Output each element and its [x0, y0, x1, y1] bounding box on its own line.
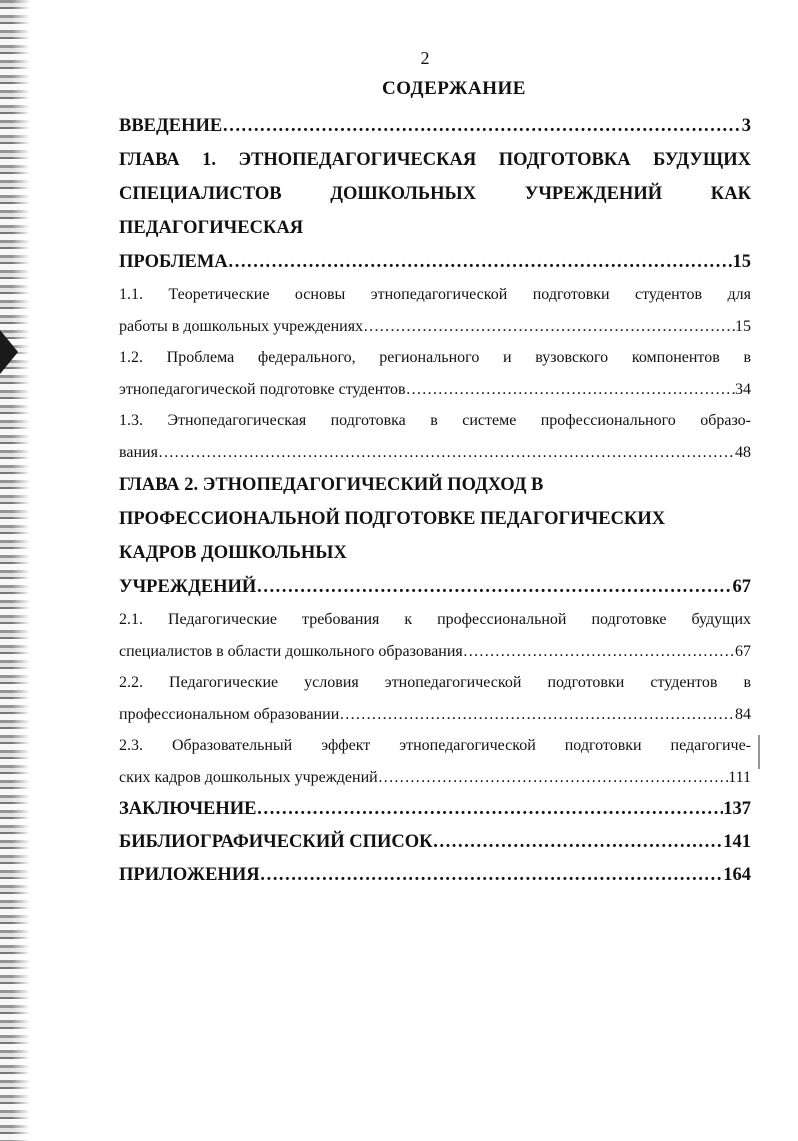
toc-label: ПРОБЛЕМА	[119, 252, 228, 272]
page-number: 2	[420, 48, 430, 68]
toc-section-line: 2.1. Педагогические требования к профессиональной подготовке будущих	[119, 611, 751, 628]
toc-leader-dots	[158, 437, 735, 469]
toc-page: 48	[735, 443, 751, 461]
toc-label: УЧРЕЖДЕНИЙ	[119, 577, 257, 597]
toc-section-last-line	[119, 762, 751, 794]
toc-label: ПРИЛОЖЕНИЯ	[119, 865, 260, 885]
toc-entry-2-3	[119, 730, 751, 793]
toc-chapter-line: СПЕЦИАЛИСТОВ ДОШКОЛЬНЫХ УЧРЕЖДЕНИЙ КАК	[119, 184, 751, 204]
toc-label: работы в дошкольных учреждениях	[119, 317, 364, 335]
toc-page: 111	[728, 768, 751, 786]
scan-speck-artifact	[758, 735, 760, 769]
toc-section-line: 1.1. Теоретические основы этнопедагогической подготовки студентов для	[119, 286, 751, 303]
toc-leader-dots	[463, 636, 735, 668]
toc-leader-dots	[433, 826, 724, 859]
toc-page: 164	[723, 865, 751, 885]
toc-label: ЗАКЛЮЧЕНИЕ	[119, 799, 257, 819]
toc-page: 34	[735, 380, 751, 398]
toc-label: вания	[119, 443, 158, 461]
toc-page: 67	[732, 577, 751, 597]
toc-leader-dots	[378, 762, 728, 794]
toc-chapter-last-line	[119, 245, 751, 279]
toc-leader-dots	[260, 859, 724, 892]
toc-chapter-line: ПРОФЕССИОНАЛЬНОЙ ПОДГОТОВКЕ ПЕДАГОГИЧЕСКИХ	[119, 509, 666, 529]
toc-label: специалистов в области дошкольного образования	[119, 642, 463, 660]
toc-section-last-line	[119, 699, 751, 731]
toc-chapter-line: ПЕДАГОГИЧЕСКАЯ	[119, 218, 304, 238]
toc-label: этнопедагогической подготовке студентов	[119, 380, 406, 398]
toc-page: 137	[723, 799, 751, 819]
toc-section-last-line	[119, 374, 751, 406]
toc-section-line: 2.2. Педагогические условия этнопедагогической подготовки студентов в	[119, 674, 751, 691]
toc-label: профессиональном образовании	[119, 705, 340, 723]
toc-label: БИБЛИОГРАФИЧЕСКИЙ СПИСОК	[119, 832, 433, 852]
toc-label: ских кадров дошкольных учреждений	[119, 768, 378, 786]
toc-label: ВВЕДЕНИЕ	[119, 116, 223, 136]
toc-page: 15	[732, 252, 751, 272]
toc-chapter-line: КАДРОВ ДОШКОЛЬНЫХ	[119, 543, 347, 563]
toc-page: 141	[723, 832, 751, 852]
toc-section-last-line	[119, 636, 751, 668]
toc-chapter-line: ГЛАВА 2. ЭТНОПЕДАГОГИЧЕСКИЙ ПОДХОД В	[119, 475, 544, 495]
toc-leader-dots	[406, 374, 735, 406]
toc-leader-dots	[257, 793, 724, 826]
toc-page: 15	[735, 317, 751, 335]
scan-notch-artifact	[0, 330, 18, 374]
toc-page: 3	[741, 116, 751, 136]
scan-edge-artifact	[0, 0, 30, 1141]
toc-leader-dots	[256, 570, 732, 604]
toc-leader-dots	[228, 245, 733, 279]
toc-entry-2-1	[119, 604, 751, 667]
toc-entry-intro	[119, 110, 751, 143]
toc-section-last-line	[119, 437, 751, 469]
toc-chapter-last-line	[119, 570, 751, 604]
toc-entry-conclusion	[119, 793, 751, 826]
toc-page: 84	[735, 705, 751, 723]
toc-entry-chapter1	[119, 143, 751, 279]
table-of-contents	[119, 110, 751, 892]
toc-page: 67	[735, 642, 751, 660]
toc-entry-appendix	[119, 859, 751, 892]
toc-section-line: 1.2. Проблема федерального, регионального и вузовского компонентов в	[119, 349, 751, 366]
toc-section-line: 1.3. Этнопедагогическая подготовка в системе профессионального образо-	[119, 412, 751, 429]
toc-chapter-line: ГЛАВА 1. ЭТНОПЕДАГОГИЧЕСКАЯ ПОДГОТОВКА БУДУЩИХ	[119, 150, 751, 170]
toc-section-last-line	[119, 311, 751, 343]
toc-entry-1-3	[119, 405, 751, 468]
toc-entry-chapter2	[119, 468, 751, 604]
toc-leader-dots	[363, 311, 735, 343]
toc-entry-2-2	[119, 667, 751, 730]
page-title: СОДЕРЖАНИЕ	[382, 78, 526, 99]
toc-leader-dots	[339, 699, 735, 731]
toc-leader-dots	[222, 110, 742, 143]
toc-entry-bibliography	[119, 826, 751, 859]
toc-entry-1-2	[119, 342, 751, 405]
toc-entry-1-1	[119, 279, 751, 342]
toc-section-line: 2.3. Образовательный эффект этнопедагогической подготовки педагогиче-	[119, 737, 751, 754]
